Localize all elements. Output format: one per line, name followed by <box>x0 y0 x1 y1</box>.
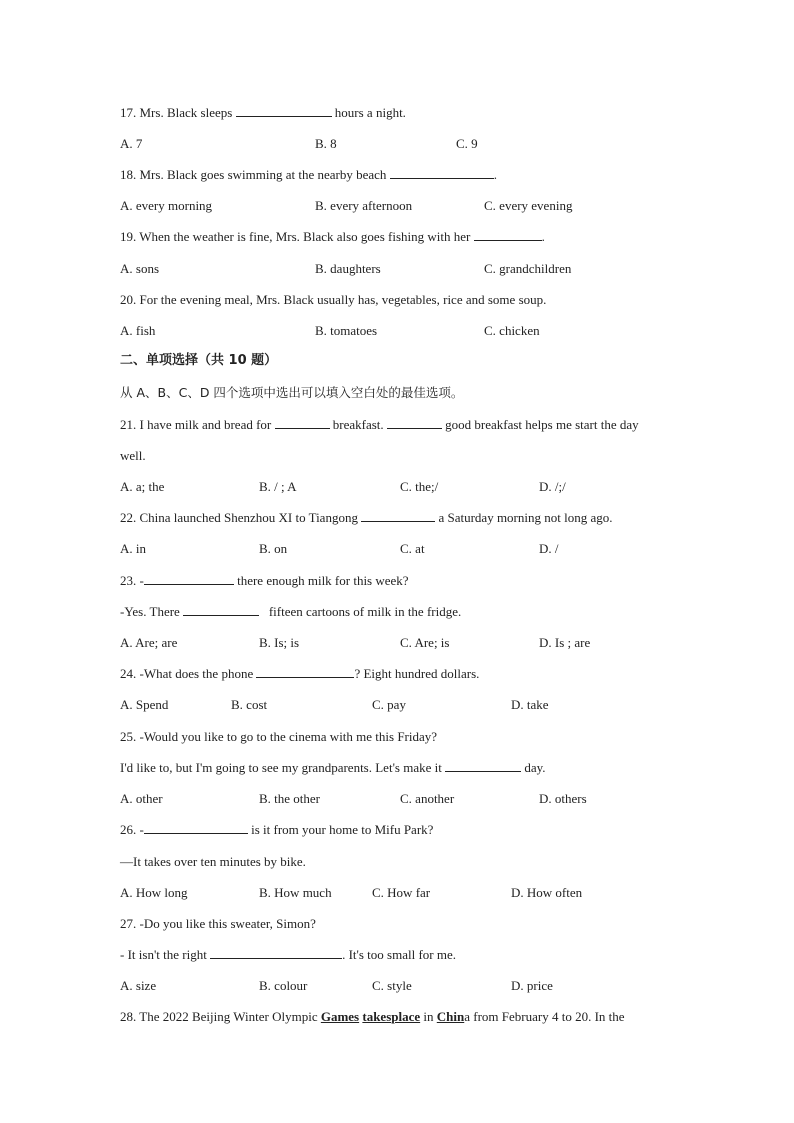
q28-stem: 28. The 2022 Beijing Winter Olympic Games takesplace in China from February 4 to 20. In the <box>120 1009 625 1024</box>
q25-option-c: C. another <box>400 791 455 806</box>
underlined-word: Chin <box>436 1009 465 1024</box>
q27-option-c: C. style <box>372 978 412 993</box>
q19-option-b: B. daughters <box>315 261 381 276</box>
q27-option-a: A. size <box>120 978 157 993</box>
answer-blank <box>210 947 342 959</box>
q24-option-c: C. pay <box>372 697 406 712</box>
answer-blank <box>387 417 442 429</box>
q26-option-a: A. How long <box>120 885 188 900</box>
q25-stem-line2: I'd like to, but I'm going to see my grandparents. Let's make it day. <box>120 760 546 775</box>
q18-option-b: B. every afternoon <box>315 198 413 213</box>
q22-option-c: C. at <box>400 541 425 556</box>
q21-option-b: B. / ; A <box>259 479 297 494</box>
answer-blank <box>144 573 234 585</box>
q24-stem: 24. -What does the phone ? Eight hundred dollars. <box>120 666 480 681</box>
answer-blank <box>390 167 494 179</box>
q23-option-b: B. Is; is <box>259 635 300 650</box>
q26-stem: 26. - is it from your home to Mifu Park? <box>120 822 434 837</box>
q25-option-a: A. other <box>120 791 163 806</box>
answer-blank <box>445 760 521 772</box>
q23-option-c: C. Are; is <box>400 635 450 650</box>
underlined-word: Games <box>320 1009 360 1024</box>
q17-option-c: C. 9 <box>456 136 478 151</box>
q23-option-d: D. Is ; are <box>539 635 591 650</box>
q21-option-c: C. the;/ <box>400 479 439 494</box>
q27-option-b: B. colour <box>259 978 308 993</box>
answer-blank <box>275 417 330 429</box>
answer-blank <box>236 105 332 117</box>
q20-stem: 20. For the evening meal, Mrs. Black usually has, vegetables, rice and some soup. <box>120 292 547 307</box>
q21-stem-cont: well. <box>120 448 146 463</box>
q25-option-d: D. others <box>539 791 587 806</box>
q18-option-a: A. every morning <box>120 198 213 213</box>
answer-blank <box>144 822 248 834</box>
q25-option-b: B. the other <box>259 791 321 806</box>
q21-stem: 21. I have milk and bread for breakfast. good breakfast helps me start the day <box>120 417 639 432</box>
underlined-word: place <box>391 1009 421 1024</box>
q27-stem-line2: - It isn't the right . It's too small for me. <box>120 947 457 962</box>
answer-blank <box>474 229 542 241</box>
q25-stem: 25. -Would you like to go to the cinema with me this Friday? <box>120 729 438 744</box>
q20-option-a: A. fish <box>120 323 156 338</box>
q23-stem-line2: -Yes. There fifteen cartoons of milk in the fridge. <box>120 604 462 619</box>
section-heading: 二、单项选择（共 10 题） <box>120 353 278 368</box>
q20-option-b: B. tomatoes <box>315 323 378 338</box>
q19-option-c: C. grandchildren <box>484 261 572 276</box>
q26-option-c: C. How far <box>372 885 431 900</box>
section-instruction: 从 A、B、C、D 四个选项中选出可以填入空白处的最佳选项。 <box>120 385 464 400</box>
q18-stem: 18. Mrs. Black goes swimming at the nearby beach . <box>120 167 497 182</box>
q23-option-a: A. Are; are <box>120 635 178 650</box>
q19-stem: 19. When the weather is fine, Mrs. Black also goes fishing with her . <box>120 229 545 244</box>
q19-option-a: A. sons <box>120 261 160 276</box>
q26-option-d: D. How often <box>511 885 583 900</box>
q26-stem-line2: —It takes over ten minutes by bike. <box>120 854 306 869</box>
q24-option-d: D. take <box>511 697 549 712</box>
q27-option-d: D. price <box>511 978 553 993</box>
answer-blank <box>256 666 354 678</box>
q22-option-d: D. / <box>539 541 559 556</box>
q24-option-b: B. cost <box>231 697 268 712</box>
answer-blank <box>361 510 435 522</box>
q17-option-a: A. 7 <box>120 136 143 151</box>
q24-option-a: A. Spend <box>120 697 169 712</box>
q21-option-a: A. a; the <box>120 479 165 494</box>
q20-option-c: C. chicken <box>484 323 540 338</box>
q27-stem: 27. -Do you like this sweater, Simon? <box>120 916 316 931</box>
q26-option-b: B. How much <box>259 885 332 900</box>
q22-option-a: A. in <box>120 541 146 556</box>
q18-option-c: C. every evening <box>484 198 573 213</box>
q21-option-d: D. /;/ <box>539 479 566 494</box>
answer-blank <box>183 604 259 616</box>
q22-stem: 22. China launched Shenzhou XI to Tiangong a Saturday morning not long ago. <box>120 510 613 525</box>
q17-option-b: B. 8 <box>315 136 337 151</box>
q23-stem: 23. - there enough milk for this week? <box>120 573 409 588</box>
underlined-word: takes <box>362 1009 392 1024</box>
q17-stem: 17. Mrs. Black sleeps hours a night. <box>120 105 406 120</box>
q22-option-b: B. on <box>259 541 288 556</box>
